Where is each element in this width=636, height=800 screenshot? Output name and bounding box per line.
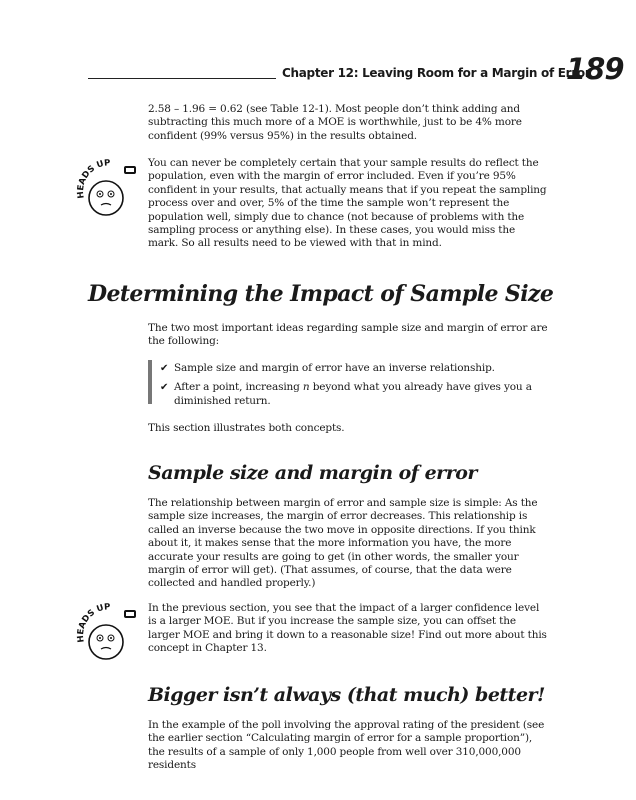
section-after-paragraph: This section illustrates both concepts. [148,422,345,434]
page-number: 189 [566,52,624,86]
list-item [160,381,540,408]
intro-paragraph: 2.58 – 1.96 = 0.62 (see Table 12-1). Most people don’t think adding and subtracting this much more of a MOE is worthwhile, just to be 4% more confident (99% versus 95%) in the results obtained. [148,103,522,142]
list-item-text-end: beyond what you already have gives you a diminished return. [174,381,532,407]
checkmark-icon: ✔ [160,363,169,374]
chapter-title: Chapter 12: Leaving Room for a Margin of Error [282,66,591,80]
section-heading: Determining the Impact of Sample Size [88,281,554,307]
list-item-text: Sample size and margin of error have an inverse relationship. [174,362,495,374]
warning-paragraph-2: In the previous section, you see that the impact of a larger confidence level is a larger MOE. But if you increase the sample size, you can offset the larger MOE and bring it down to a reasonable size! Find out more about this concept in Chapter 13. [148,602,547,655]
heads-up-icon [76,156,140,222]
variable-n: n [302,381,310,394]
heads-up-label: HEADS UP [76,158,111,199]
subsection-2-paragraph: In the example of the poll involving the approval rating of the president (see the earlier section “Calculating margin of error for a sample proportion”), the results of a sample of only 1,000 people from well over 310,000,000 residents [148,719,545,772]
bullet-list-bar [148,360,152,404]
section-intro-paragraph: The two most important ideas regarding sample size and margin of error are the following: [148,322,548,348]
subsection-1-paragraph: The relationship between margin of error and sample size is simple: As the sample size increases, the margin of error decreases. This relationship is called an inverse because the two move in opposite directions. If you think about it, it makes sense that the more information you have, the more accurate your results are going to get (in other words, the smaller your margin of error will get). (That assumes, of course, that the data were collected and handled properly.) [148,497,538,590]
running-header [88,52,624,90]
warning-paragraph-1: You can never be completely certain that your sample results do reflect the population, even with the margin of error included. Even if you’re 95% confident in your results, that actually means that if you repeat the sampling process over and over, 5% of the time the sample won’t represent the population well, simply due to chance (not because of problems with the sampling process or anything else). In these cases, you would miss the mark. So all results need to be viewed with that in mind. [148,157,547,250]
subsection-heading-2: Bigger isn’t always (that much) better! [148,684,545,706]
list-item [160,362,540,375]
heads-up-label: HEADS UP [76,602,111,643]
heads-up-icon [76,600,140,666]
bullet-list [160,362,540,414]
list-item-text-start: After a point, increasing [174,381,303,394]
subsection-heading-1: Sample size and margin of error [148,462,477,484]
header-rule [88,78,276,79]
checkmark-icon: ✔ [160,382,169,394]
